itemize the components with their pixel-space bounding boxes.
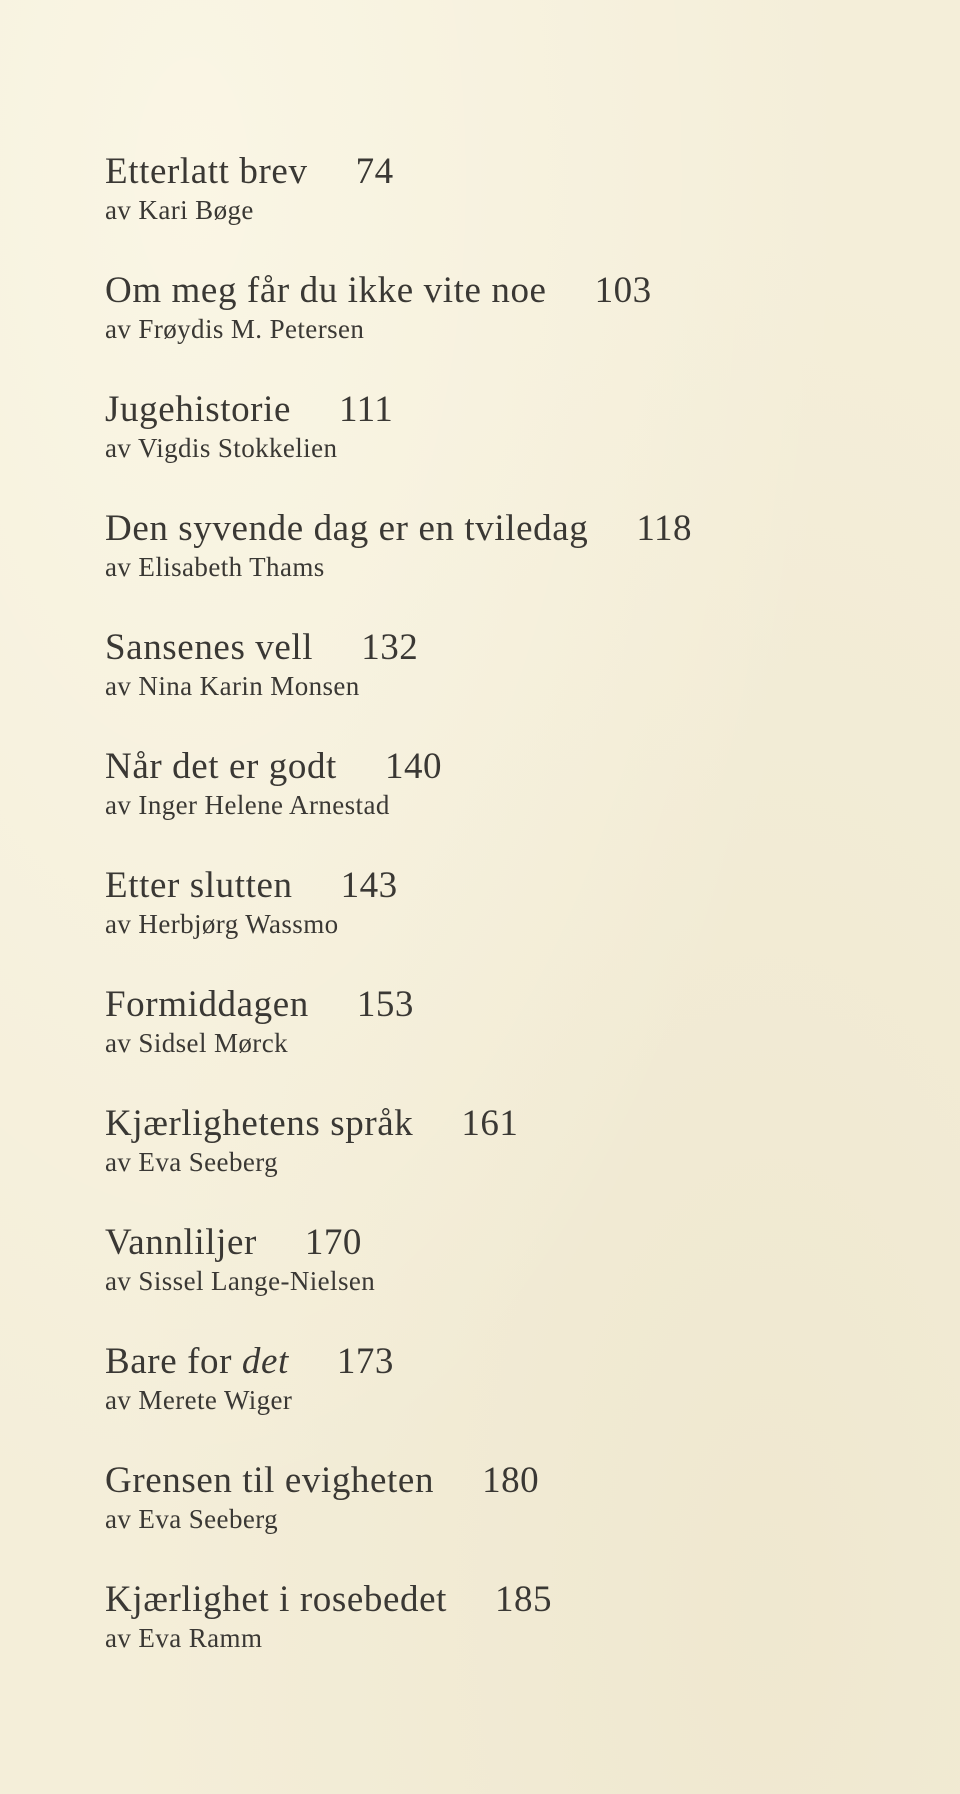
toc-entry bbox=[105, 150, 925, 269]
entry-title-line bbox=[105, 626, 925, 670]
entry-title: Når det er godt bbox=[105, 746, 337, 787]
toc-entry bbox=[105, 745, 925, 864]
entry-title bbox=[105, 1340, 289, 1384]
entry-page-number: 153 bbox=[356, 984, 414, 1025]
entry-page-number: 103 bbox=[594, 270, 652, 311]
toc-entry bbox=[105, 1221, 925, 1340]
entry-page-number: 170 bbox=[304, 1222, 362, 1263]
entry-title-line bbox=[105, 1221, 925, 1265]
entry-title-emphasis: det bbox=[241, 1341, 289, 1382]
toc-entry bbox=[105, 1459, 925, 1578]
entry-author: av Nina Karin Monsen bbox=[105, 671, 360, 701]
entry-title-line bbox=[105, 864, 925, 908]
entry-author: av Kari Bøge bbox=[105, 195, 254, 225]
entry-page-number: 173 bbox=[336, 1341, 394, 1382]
entry-title-line bbox=[105, 1102, 925, 1146]
entry-title-line bbox=[105, 150, 925, 194]
entry-author: av Herbjørg Wassmo bbox=[105, 909, 339, 939]
entry-page-number: 161 bbox=[461, 1103, 519, 1144]
entry-author: av Sidsel Mørck bbox=[105, 1028, 288, 1058]
toc-entry bbox=[105, 1102, 925, 1221]
toc-entry bbox=[105, 864, 925, 983]
entry-title: Kjærlighet i rosebedet bbox=[105, 1579, 448, 1620]
entry-page-number: 143 bbox=[340, 865, 398, 906]
entry-page-number: 111 bbox=[339, 389, 394, 430]
entry-author: av Vigdis Stokkelien bbox=[105, 433, 338, 463]
entry-title-line bbox=[105, 388, 925, 432]
entry-title-line bbox=[105, 983, 925, 1027]
toc-entry bbox=[105, 1578, 925, 1697]
entry-title: Vannliljer bbox=[105, 1222, 257, 1263]
toc-entry bbox=[105, 626, 925, 745]
toc-entry bbox=[105, 269, 925, 388]
entry-author: av Eva Seeberg bbox=[105, 1147, 279, 1177]
entry-title: Den syvende dag er en tviledag bbox=[105, 508, 589, 549]
table-of-contents bbox=[105, 150, 925, 1697]
entry-author: av Eva Ramm bbox=[105, 1623, 263, 1653]
entry-page-number: 140 bbox=[384, 746, 442, 787]
entry-title-line bbox=[105, 269, 925, 313]
entry-title: Om meg får du ikke vite noe bbox=[105, 270, 547, 311]
entry-page-number: 118 bbox=[636, 508, 693, 549]
entry-title: Grensen til evigheten bbox=[105, 1460, 435, 1501]
entry-author: av Elisabeth Thams bbox=[105, 552, 325, 582]
entry-title-line bbox=[105, 1578, 925, 1622]
entry-title: Jugehistorie bbox=[105, 389, 292, 430]
entry-title: Formiddagen bbox=[105, 984, 309, 1025]
entry-author: av Sissel Lange-Nielsen bbox=[105, 1266, 376, 1296]
entry-title: Sansenes vell bbox=[105, 627, 314, 668]
entry-author: av Merete Wiger bbox=[105, 1385, 293, 1415]
entry-title-line bbox=[105, 507, 925, 551]
entry-page-number: 180 bbox=[482, 1460, 540, 1501]
toc-entry bbox=[105, 983, 925, 1102]
entry-author: av Inger Helene Arnestad bbox=[105, 790, 390, 820]
entry-title: Etterlatt brev bbox=[105, 151, 308, 192]
entry-title: Kjærlighetens språk bbox=[105, 1103, 414, 1144]
entry-title-line bbox=[105, 1340, 925, 1384]
entry-page-number: 185 bbox=[495, 1579, 553, 1620]
toc-entry bbox=[105, 1340, 925, 1459]
entry-title-prefix: Bare for bbox=[105, 1341, 242, 1382]
entry-page-number: 74 bbox=[355, 151, 394, 192]
entry-page-number: 132 bbox=[361, 627, 419, 668]
toc-entry bbox=[105, 507, 925, 626]
entry-title: Etter slutten bbox=[105, 865, 293, 906]
entry-author: av Eva Seeberg bbox=[105, 1504, 279, 1534]
toc-entry bbox=[105, 388, 925, 507]
entry-title-line bbox=[105, 745, 925, 789]
entry-author: av Frøydis M. Petersen bbox=[105, 314, 365, 344]
entry-title-line bbox=[105, 1459, 925, 1503]
